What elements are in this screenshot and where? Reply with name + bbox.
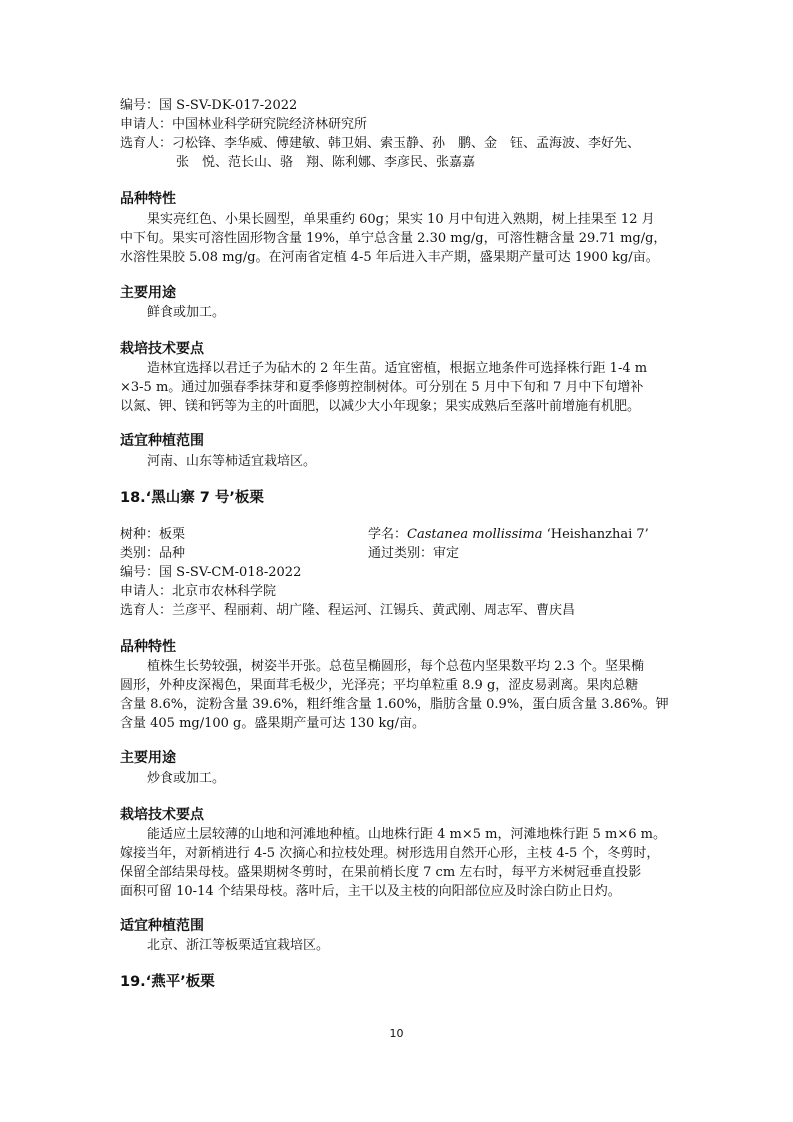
page-number: 10 xyxy=(389,1027,404,1040)
entry17-use-text: 鲜食或加工。 xyxy=(147,305,226,320)
entry17-range-text: 河南、山东等柿适宜栽培区。 xyxy=(147,454,317,469)
entry17-use-heading: 主要用途 xyxy=(120,285,176,301)
entry17-breeders-line1: 选育人：刁松锋、李华威、傅建敏、韩卫娟、索玉静、孙 鹏、金 钰、孟海波、李好先、 xyxy=(120,136,641,151)
entry18-sci-label: 学名： xyxy=(368,527,408,542)
entry18-traits-line3: 含量 8.6%，淀粉含量 39.6%，粗纤维含量 1.60%，脂肪含量 0.9%，蛋白质含量 3.86%。钾 xyxy=(120,697,669,712)
entry18-cultivation-line2: 嫁接当年，对新梢进行 4-5 次摘心和拉枝处理。树形选用自然开心形，主枝 4-5 个，冬剪时， xyxy=(120,846,660,861)
entry18-cultivation-line1: 能适应土层较薄的山地和河滩地种植。山地株行距 4 m×5 m，河滩地株行距 5 m×6 m。 xyxy=(147,827,666,842)
entry17-traits-line1: 果实亮红色、小果长圆型，单果重约 60g；果实 10 月中旬进入熟期，树上挂果至 12 月 xyxy=(147,212,655,227)
entry18-species: 树种：板栗 xyxy=(120,527,186,542)
entry18-use-heading: 主要用途 xyxy=(120,750,176,766)
entry18-traits-line4: 含量 405 mg/100 g。盛果期产量可达 130 kg/亩。 xyxy=(120,716,426,731)
entry17-number: 编号：国 S-SV-DK-017-2022 xyxy=(120,98,298,113)
entry17-applicant: 申请人：中国林业科学研究院经济林研究所 xyxy=(120,117,368,132)
entry17-breeders-line2: 张 悦、范长山、骆 翔、陈利娜、李彦民、张嘉嘉 xyxy=(176,155,476,170)
entry17-cultivation-line2: ×3-5 m。通过加强春季抹芽和夏季修剪控制树体。可分别在 5 月中下旬和 7 月中下旬增补 xyxy=(120,380,644,395)
entry17-traits-heading: 品种特性 xyxy=(120,191,176,207)
entry18-cultivation-line4: 面积可留 10-14 个结果母枝。落叶后，主干以及主枝的向阳部位应及时涂白防止日灼。 xyxy=(120,884,621,899)
entry17-cultivation-heading: 栽培技术要点 xyxy=(120,341,204,357)
entry18-approval: 通过类别：审定 xyxy=(368,546,460,561)
entry18-number: 编号：国 S-SV-CM-018-2022 xyxy=(120,565,302,580)
entry18-title: 18.‘黑山寨 7 号’板栗 xyxy=(120,490,264,506)
entry18-use-text: 炒食或加工。 xyxy=(147,771,226,786)
entry18-applicant: 申请人：北京市农林科学院 xyxy=(120,584,277,599)
entry18-sci-cultivar: ‘Heishanzhai 7’ xyxy=(542,527,649,542)
entry18-cultivation-heading: 栽培技术要点 xyxy=(120,807,204,823)
entry18-traits-heading: 品种特性 xyxy=(120,639,176,655)
entry17-cultivation-line3: 以氮、钾、镁和钙等为主的叶面肥，以减少大小年现象；果实成熟后至落叶前增施有机肥。 xyxy=(120,399,641,414)
entry18-range-heading: 适宜种植范围 xyxy=(120,918,204,934)
entry17-range-heading: 适宜种植范围 xyxy=(120,433,204,449)
entry17-traits-line3: 水溶性果胶 5.08 mg/g。在河南省定植 4-5 年后进入丰产期，盛果期产量可达 1900 kg/亩。 xyxy=(120,250,659,265)
entry18-cultivation-line3: 保留全部结果母枝。盛果期树冬剪时，在果前梢长度 7 cm 左右时，每平方米树冠垂直投影 xyxy=(120,865,642,880)
entry18-range-text: 北京、浙江等板栗适宜栽培区。 xyxy=(147,938,330,953)
entry19-title: 19.‘燕平’板栗 xyxy=(120,974,215,990)
entry18-scientific-name xyxy=(368,525,649,544)
entry18-traits-line2: 圆形，外种皮深褐色，果面茸毛极少，光泽亮；平均单粒重 8.9 g，涩皮易剥离。果肉总糖 xyxy=(120,678,639,693)
entry18-traits-line1: 植株生长势较强，树姿半开张。总苞呈椭圆形，每个总苞内坚果数平均 2.3 个。坚果椭 xyxy=(147,659,644,674)
entry18-breeders: 选育人：兰彦平、程丽莉、胡广隆、程运河、江锡兵、黄武刚、周志军、曹庆昌 xyxy=(120,603,576,618)
entry18-sci-genus-species: Castanea mollissima xyxy=(407,527,543,542)
entry17-traits-line2: 中下旬。果实可溶性固形物含量 19%，单宁总含量 2.30 mg/g，可溶性糖含量 29.71 mg/g， xyxy=(120,231,667,246)
entry17-cultivation-line1: 造林宜选择以君迁子为砧木的 2 年生苗。适宜密植，根据立地条件可选择株行距 1-4 m xyxy=(147,361,648,376)
entry18-category: 类别：品种 xyxy=(120,546,186,561)
